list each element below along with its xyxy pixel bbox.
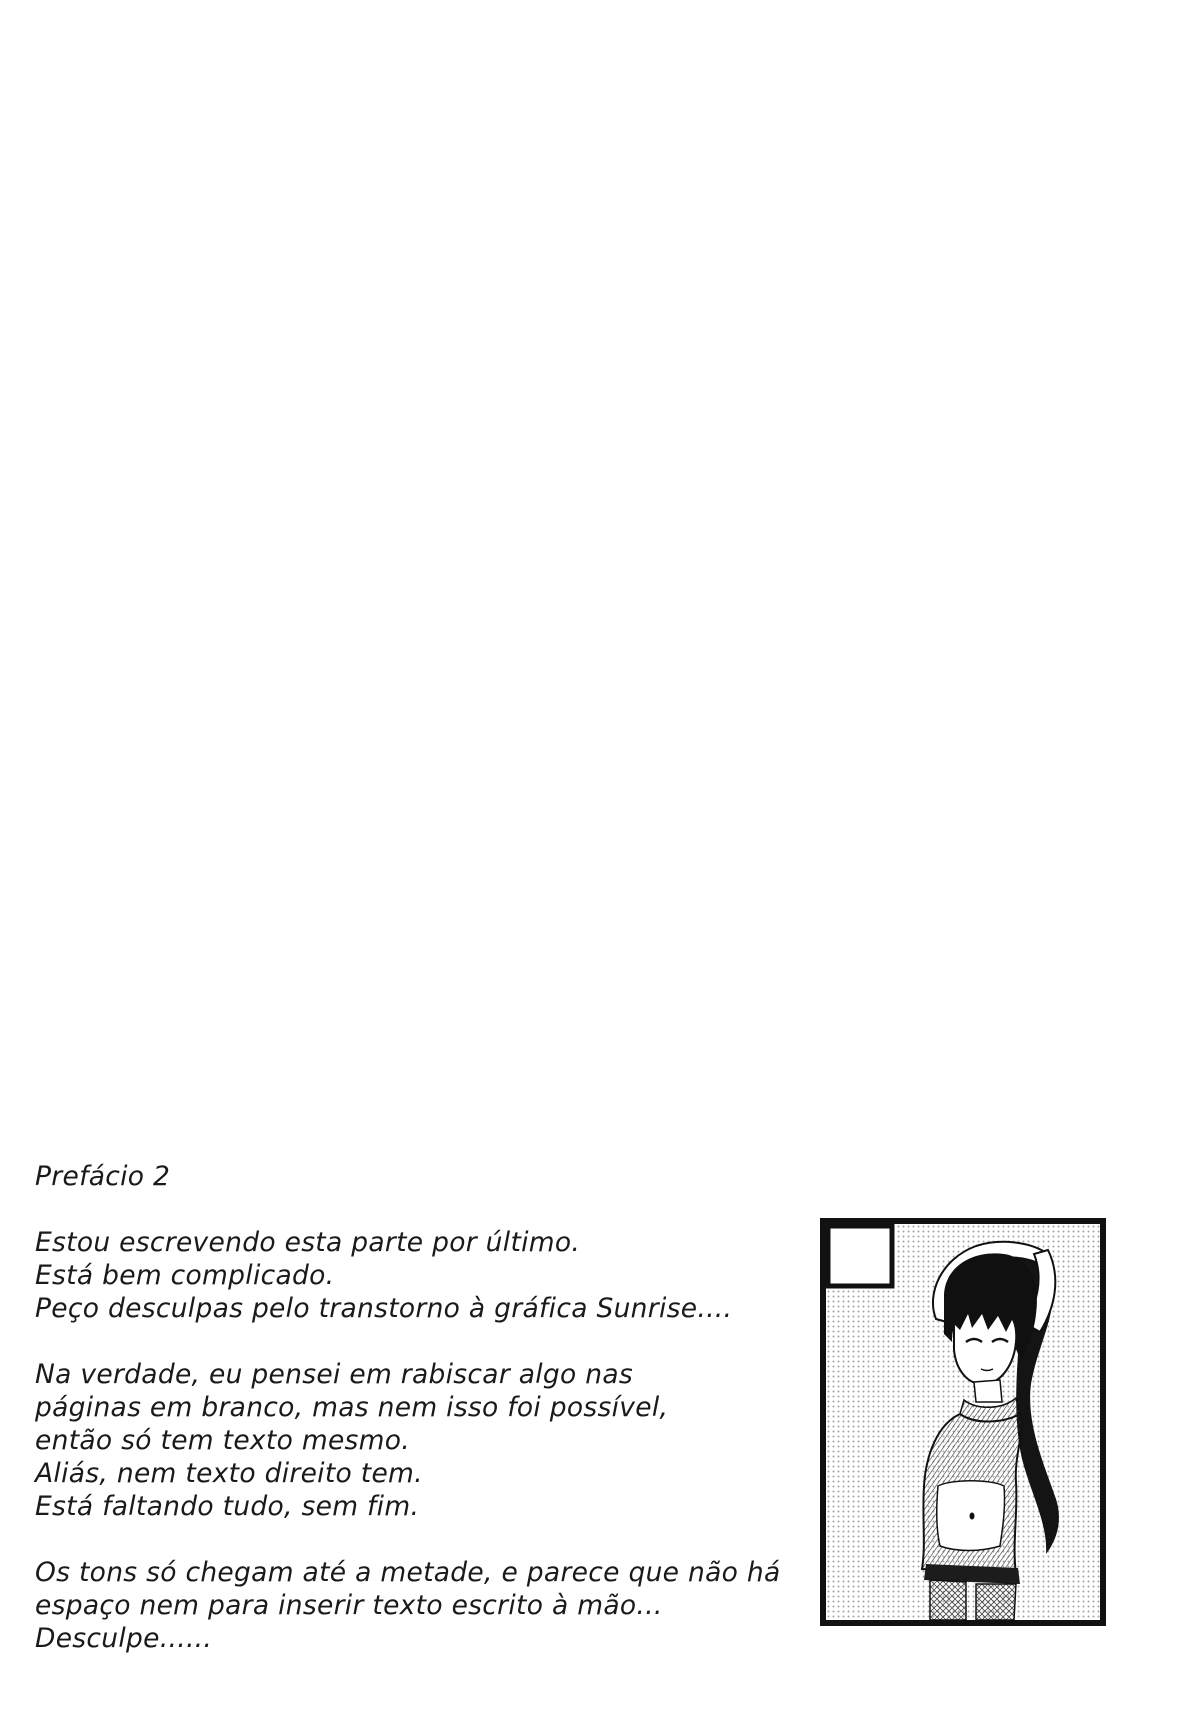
leg-right <box>976 1584 1016 1620</box>
neck <box>974 1380 1002 1402</box>
corner-box <box>828 1226 892 1286</box>
paragraph-1-line-1: Estou escrevendo esta parte por último. <box>35 1227 581 1258</box>
spacer <box>35 1523 805 1556</box>
navel <box>970 1513 975 1520</box>
paragraph-1-line-2: Está bem complicado. <box>35 1260 335 1291</box>
paragraph-3-line-3: Desculpe...... <box>35 1623 213 1654</box>
manga-girl-illustration-icon <box>820 1218 1106 1626</box>
paragraph-2-line-5: Está faltando tudo, sem fim. <box>35 1491 420 1522</box>
paragraph-3-line-2: espaço nem para inserir texto escrito à mão... <box>35 1590 663 1621</box>
paragraph-1-line-3: Peço desculpas pelo transtorno à gráfica Sunrise.... <box>35 1293 733 1324</box>
preface-heading: Prefácio 2 <box>35 1161 171 1192</box>
paragraph-2-line-1: Na verdade, eu pensei em rabiscar algo nas <box>35 1359 634 1390</box>
paragraph-2-line-3: então só tem texto mesmo. <box>35 1425 411 1456</box>
leg-left <box>930 1580 966 1620</box>
paragraph-3-line-1: Os tons só chegam até a metade, e parece que não há <box>35 1557 781 1588</box>
spacer <box>35 1193 805 1226</box>
paragraph-2-line-2: páginas em branco, mas nem isso foi possível, <box>35 1392 669 1423</box>
illustration-drawing <box>826 1224 1100 1620</box>
spacer <box>35 1325 805 1358</box>
preface-text <box>35 1160 805 1655</box>
paragraph-2-line-4: Aliás, nem texto direito tem. <box>35 1458 423 1489</box>
